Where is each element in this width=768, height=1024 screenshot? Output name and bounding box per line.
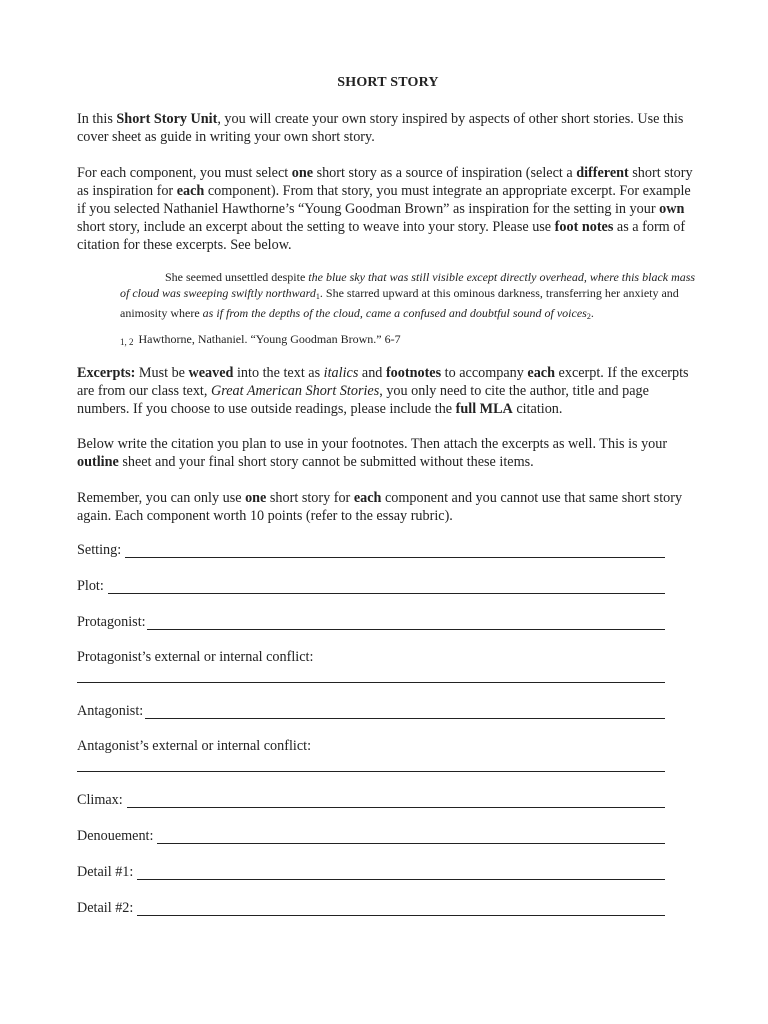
detail-2-field	[77, 898, 665, 918]
detail-1-input-line[interactable]	[137, 865, 665, 880]
excerpts-paragraph	[77, 364, 697, 418]
text-run: component). From that story, you must integrate an appropriate excerpt. For example if you selected Nathaniel Hawthorne’s “Young Goodman Brown” as inspiration for the setting in your	[77, 183, 691, 217]
detail-1-label: Detail #1:	[77, 864, 134, 880]
denouement-field	[77, 826, 665, 846]
page-title: SHORT STORY	[337, 75, 439, 90]
text-run: full MLA	[455, 401, 513, 417]
text-run: and	[358, 365, 386, 381]
text-run: Great American Short Stories	[210, 383, 380, 399]
intro-paragraph	[77, 110, 697, 146]
example-excerpt	[120, 269, 700, 325]
citation-text: Hawthorne, Nathaniel. “Young Goodman Brown.” 6-7	[138, 332, 401, 346]
setting-input-line[interactable]	[125, 543, 665, 558]
text-run: footnotes	[385, 365, 442, 381]
plot-field	[77, 576, 665, 596]
text-run: to accompany	[441, 365, 528, 381]
protagonist-input-line[interactable]	[147, 615, 665, 630]
text-run: weaved	[188, 365, 234, 381]
text-run: Short Story Unit	[116, 111, 218, 127]
text-run: component and you cannot use that same short story again. Each component worth 10 points (refer to the essay rubric).	[77, 490, 683, 524]
antagonist-conflict-input-line[interactable]	[77, 771, 665, 772]
detail-1-field	[77, 862, 665, 882]
climax-input-line[interactable]	[127, 793, 665, 808]
component-paragraph	[77, 164, 697, 254]
protagonist-label: Protagonist:	[77, 614, 146, 630]
denouement-input-line[interactable]	[157, 829, 665, 844]
text-run: short story as inspiration for	[77, 165, 693, 199]
text-run: sheet and your final short story cannot be submitted without these items.	[118, 454, 534, 470]
antagonist-conflict-label: Antagonist’s external or internal conflict:	[77, 738, 312, 754]
text-run: each	[527, 365, 555, 381]
text-run: For each component, you must select	[77, 165, 292, 181]
text-run: one	[291, 165, 314, 181]
text-run: In this	[77, 111, 117, 127]
text-run: as a form of citation for these excerpts. See below.	[77, 219, 686, 253]
text-run: short story, include an excerpt about the setting to weave into your story. Please use	[77, 219, 555, 235]
antagonist-field	[77, 701, 665, 721]
protagonist-conflict-label: Protagonist’s external or internal conflict:	[77, 649, 314, 665]
example-citation	[120, 331, 401, 350]
plot-label: Plot:	[77, 578, 104, 594]
text-run: foot notes	[554, 219, 614, 235]
setting-field	[77, 540, 665, 560]
footnote-marker: 1	[315, 292, 320, 301]
text-run: one	[245, 490, 267, 506]
text-run: She seemed unsettled despite	[165, 270, 309, 284]
text-run: , you only need to cite the author, title and page numbers. If you choose to use outside readings, please include the	[77, 383, 649, 417]
footnote-numbers: 1, 2	[120, 337, 134, 347]
text-run: , you will create your own story inspired by aspects of other short stories. Use this cover sheet as guide in writing your own short story.	[77, 111, 684, 145]
detail-2-label: Detail #2:	[77, 900, 134, 916]
protagonist-field	[77, 612, 665, 632]
text-run: . She starred upward at this ominous darkness, transferring her anxiety and animosity where	[120, 286, 679, 320]
footnote-marker: 2	[586, 312, 591, 321]
text-run: Remember, you can only use	[77, 490, 246, 506]
remember-paragraph	[77, 489, 697, 525]
text-run: each	[176, 183, 205, 199]
climax-label: Climax:	[77, 792, 123, 808]
text-run: .	[590, 306, 594, 320]
italic-excerpt: as if from the depths of the cloud, came a confused and doubtful sound of voices	[202, 306, 587, 320]
climax-field	[77, 790, 665, 810]
text-run: each	[353, 490, 382, 506]
text-run: citation.	[512, 401, 563, 417]
text-run: Must be	[135, 365, 189, 381]
plot-input-line[interactable]	[108, 579, 665, 594]
detail-2-input-line[interactable]	[137, 901, 665, 916]
text-run: own	[659, 201, 685, 217]
outline-paragraph	[77, 435, 697, 471]
protagonist-conflict-input-line[interactable]	[77, 682, 665, 683]
antagonist-input-line[interactable]	[145, 704, 665, 719]
text-run: Excerpts:	[77, 365, 136, 381]
setting-label: Setting:	[77, 542, 122, 558]
text-run: outline	[77, 454, 119, 470]
antagonist-label: Antagonist:	[77, 703, 144, 719]
text-run: Below write the citation you plan to use in your footnotes. Then attach the excerpts as well. This is your	[77, 436, 668, 452]
italic-excerpt: the blue sky that was still visible except directly overhead, where this black mass of cloud was sweeping swiftly northward	[120, 270, 696, 300]
text-run: short story for	[266, 490, 354, 506]
text-run: excerpt. If the excerpts are from our class text,	[77, 365, 689, 399]
text-run: into the text as	[233, 365, 324, 381]
text-run: short story as a source of inspiration (select a	[313, 165, 577, 181]
text-run: different	[576, 165, 629, 181]
denouement-label: Denouement:	[77, 828, 154, 844]
text-run: italics	[323, 365, 359, 381]
